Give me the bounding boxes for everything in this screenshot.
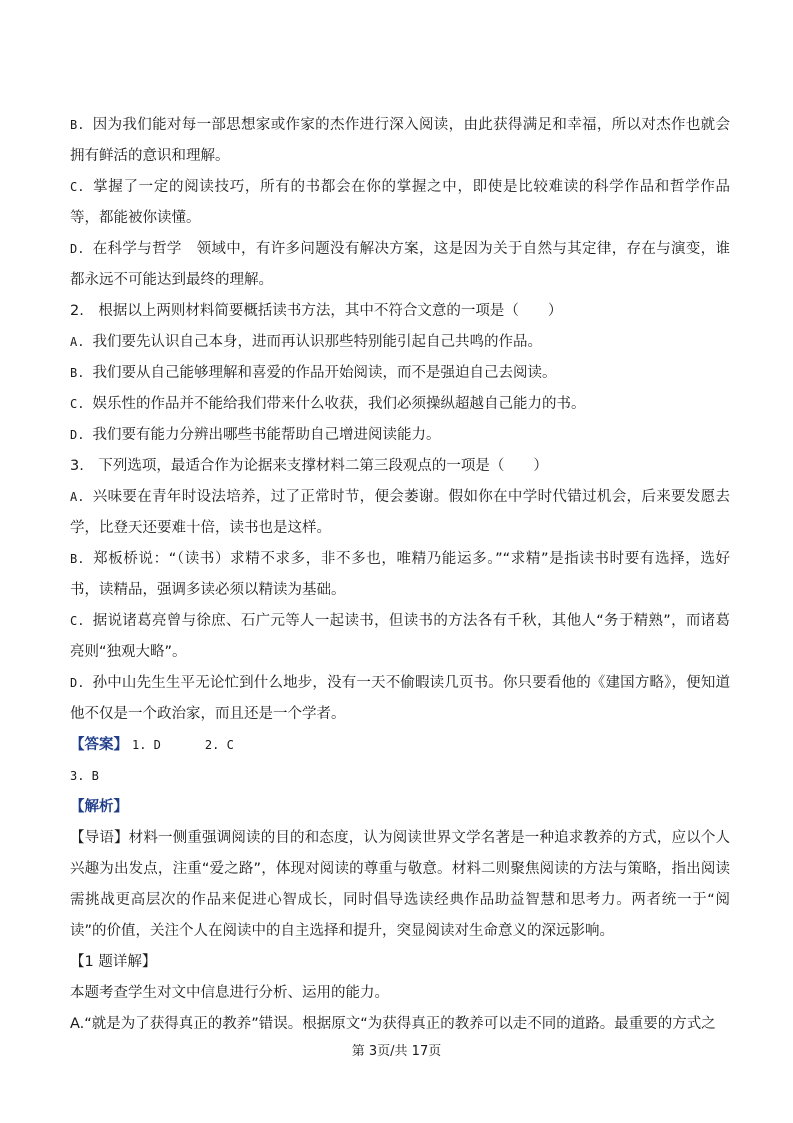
detail-heading: 【1 题详解】 [70,954,157,970]
option-text: 因为我们能对每一部思想家或作家的杰作进行深入阅读，由此获得满足和幸福，所以对杰作也就会拥有鲜活的意识和理解。 [70,117,730,164]
detail-option-a: A.“就是为了获得真正的教养”错误。根据原文“为获得真正的教养可以走不同的道路。最重要的方式之 [70,1016,716,1032]
option-label: C. [70,614,85,628]
answer-2: 2. C [204,738,234,752]
option-text: 娱乐性的作品并不能给我们带来什么收获，我们必须操纵超越自己能力的书。 [92,396,586,412]
option-label: D. [70,676,85,690]
q3-stem: 3. 下列选项，最适合作为论据来支撑材料二第三段观点的一项是（ ） [70,458,548,474]
answer-3: 3. B [70,769,99,783]
option-label: D. [70,242,85,256]
q2-stem: 2. 根据以上两则材料简要概括读书方法，其中不符合文意的一项是（ ） [70,303,563,319]
q3-option-b [70,544,730,606]
answer-tag: 【答案】 [70,737,128,753]
option-text: 我们要有能力分辨出哪些书能帮助自己增进阅读能力。 [92,427,441,443]
option-text: 在科学与哲学 领域中，有许多问题没有解决方案，这是因为关于自然与其定律，存在与演变，谁都永远不可能达到最终的理解。 [70,241,730,288]
q1-option-b [70,110,730,172]
q2-option-a [70,327,730,358]
answer-line [70,730,730,761]
detail-intro: 本题考查学生对文中信息进行分析、运用的能力。 [70,985,389,1001]
q1-option-c [70,172,730,234]
option-text: 我们要从自己能够理解和喜爱的作品开始阅读，而不是强迫自己去阅读。 [92,365,557,381]
page-content [70,110,730,1040]
option-text: 我们要先认识自己本身，进而再认识那些特别能引起自己共鸣的作品。 [92,334,542,350]
option-label: B. [70,118,85,132]
option-label: C. [70,397,85,411]
q3-option-c [70,606,730,668]
answer-line-2 [70,761,730,792]
option-label: A. [70,490,85,504]
answer-1: 1. D [132,738,161,752]
option-label: C. [70,180,85,194]
analysis-heading [70,792,730,823]
option-label: B. [70,552,85,566]
option-text: 据说诸葛亮曾与徐庶、石广元等人一起读书，但读书的方法各有千秋，其他人“务于精熟”，而诸葛亮则“独观大略”。 [70,613,730,660]
option-text: 郑板桥说：“（读书）求精不求多，非不多也，唯精乃能运多。”“求精”是指读书时要有选择，选好书，读精品，强调多读必须以精读为基础。 [70,551,730,598]
option-text: 掌握了一定的阅读技巧，所有的书都会在你的掌握之中，即使是比较难读的科学作品和哲学作品等，都能被你读懂。 [70,179,730,226]
option-text: 兴味要在青年时设法培养，过了正常时节，便会萎谢。假如你在中学时代错过机会，后来要发愿去学，比登天还要难十倍，读书也是这样。 [70,489,730,536]
option-label: D. [70,428,85,442]
option-label: A. [70,335,85,349]
q3-option-d [70,668,730,730]
option-text: 孙中山先生生平无论忙到什么地步，没有一天不偷暇读几页书。你只要看他的《建国方略》，便知道他不仅是一个政治家，而且还是一个学者。 [70,675,730,722]
page-footer: 第 3页/共 17页 [351,1044,442,1059]
q2-option-d [70,420,730,451]
option-label: B. [70,366,85,380]
q2-option-c [70,389,730,420]
q2-option-b [70,358,730,389]
q3-option-a [70,482,730,544]
analysis-tag: 【解析】 [70,799,128,815]
guide-paragraph: 【导语】材料一侧重强调阅读的目的和态度，认为阅读世界文学名著是一种追求教养的方式，应以个人兴趣为出发点，注重“爱之路”，体现对阅读的尊重与敬意。材料二则聚焦阅读的方法与策略，指出阅读需挑战更高层次的作品来促进心智成长，同时倡导选读经典作品助益智慧和思考力。两者统一于“阅读”的价值，关注个人在阅读中的自主选择和提升，突显阅读对生命意义的深远影响。 [70,830,730,939]
q1-option-d [70,234,730,296]
